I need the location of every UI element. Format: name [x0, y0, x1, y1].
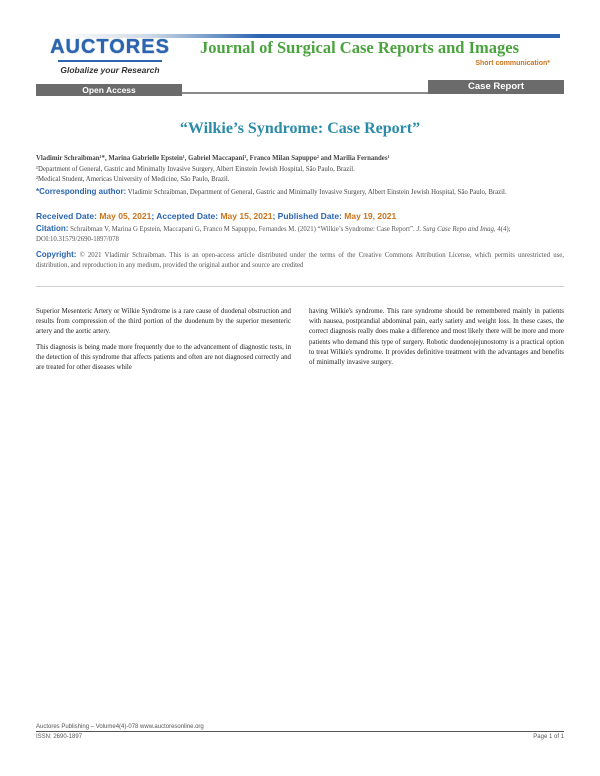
- copyright-label: Copyright:: [36, 250, 77, 259]
- copyright: [36, 250, 564, 271]
- open-access-badge: Open Access: [36, 84, 182, 96]
- body-column-right: [309, 307, 564, 373]
- accepted-date: May 15, 2021: [220, 211, 273, 221]
- article-title: “Wilkie’s Syndrome: Case Report”: [179, 120, 421, 137]
- logo-text: AUCTORES: [50, 36, 170, 58]
- section-divider: [36, 286, 564, 287]
- body-paragraph: having Wilkie's syndrome. This rare syndrome should be remembered mainly in patients with nausea, postprandial abdominal pain, early satiety and weight loss. In these cases, the correct diagnosis really does make a difference and most likely there will be more and more patients who demand this type of surgery. Robotic duodenojejunostomy is a practical option to treat Wilkie's syndrome. It provides definitive treatment with the advantages and benefits of minimally invasive surgery.: [309, 308, 564, 367]
- affiliation-2: ²Medical Student, Americas University of Medicine, São Paulo, Brazil.: [36, 176, 230, 183]
- logo-underline: [58, 60, 162, 62]
- received-label: Received Date:: [36, 211, 97, 221]
- footer-rule: [36, 731, 564, 732]
- affiliation-1: ¹Department of General, Gastric and Minimally Invasive Surgery, Albert Einstein Jewish Hospital, São Paulo, Brazil.: [36, 166, 355, 173]
- citation: [36, 224, 564, 245]
- body-paragraph: Superior Mesenteric Artery or Wilkie Syndrome is a rare cause of duodenal obstruction and results from compression of the third portion of the duodenum by the superior mesenteric artery and the aortic artery.: [36, 308, 291, 336]
- copyright-text: © 2021 Vladimir Schraibman. This is an open-access article distributed under the terms of the Creative Commons Attribution License, which permits unrestricted use, distribution, and reproduction in any medium, provided the original author and source are credited: [36, 252, 564, 269]
- corresponding-author-label: *Corresponding author:: [36, 187, 127, 196]
- published-date: May 19, 2021: [344, 211, 397, 221]
- short-communication-label: Short communication*: [475, 60, 550, 67]
- citation-label: Citation:: [36, 224, 69, 233]
- published-label: Published Date:: [277, 211, 342, 221]
- body-column-left: [36, 307, 291, 378]
- citation-doi[interactable]: DOI:10.31579/2690-1897/078: [36, 236, 119, 243]
- auctores-logo: [50, 36, 170, 76]
- citation-volume: 4(4);: [497, 226, 511, 233]
- journal-title: Journal of Surgical Case Reports and Images: [200, 38, 520, 57]
- article-dates: Received Date: May 05, 2021; Accepted Date: May 15, 2021; Published Date: May 19, 2021: [36, 211, 397, 221]
- logo-tagline: Globalize your Research: [60, 65, 160, 75]
- citation-text: Schraibman V, Marina G Epstein, Maccapani G, Franco M Sapuppo, Fernandes M. (2021) “Wilkie’s Syndrome: Case Report”.: [70, 226, 415, 233]
- footer-publisher: Auctores Publishing – Volume4(4)-078 www.auctoresonline.org: [36, 724, 204, 730]
- accepted-label: Accepted Date:: [156, 211, 219, 221]
- author-list: Vladimir Schraibman¹*, Marina Gabrielle Epstein¹, Gabriel Maccapani¹, Franco Milan Sapuppo² and Marilia Fernandes¹: [36, 155, 390, 162]
- received-date: May 05, 2021: [99, 211, 152, 221]
- corresponding-author-text: Vladimir Schraibman, Department of General, Gastric and Minimally Invasive Surgery, Albert Einstein Jewish Hospital, São Paulo, Brazil.: [127, 189, 507, 196]
- citation-journal: J. Surg Case Repo and Imag,: [416, 226, 496, 233]
- corresponding-author: [36, 187, 564, 198]
- header-divider-line: [182, 92, 430, 94]
- footer-page-number: Page 1 of 1: [533, 734, 564, 740]
- footer-issn: ISSN: 2690-1897: [36, 734, 83, 740]
- case-report-badge: Case Report: [428, 80, 564, 94]
- body-paragraph: This diagnosis is being made more frequently due to the advancement of diagnostic tests, in the detection of this syndrome that affects patients and often are not diagnosed correctly and are treated for other diseases while: [36, 343, 291, 372]
